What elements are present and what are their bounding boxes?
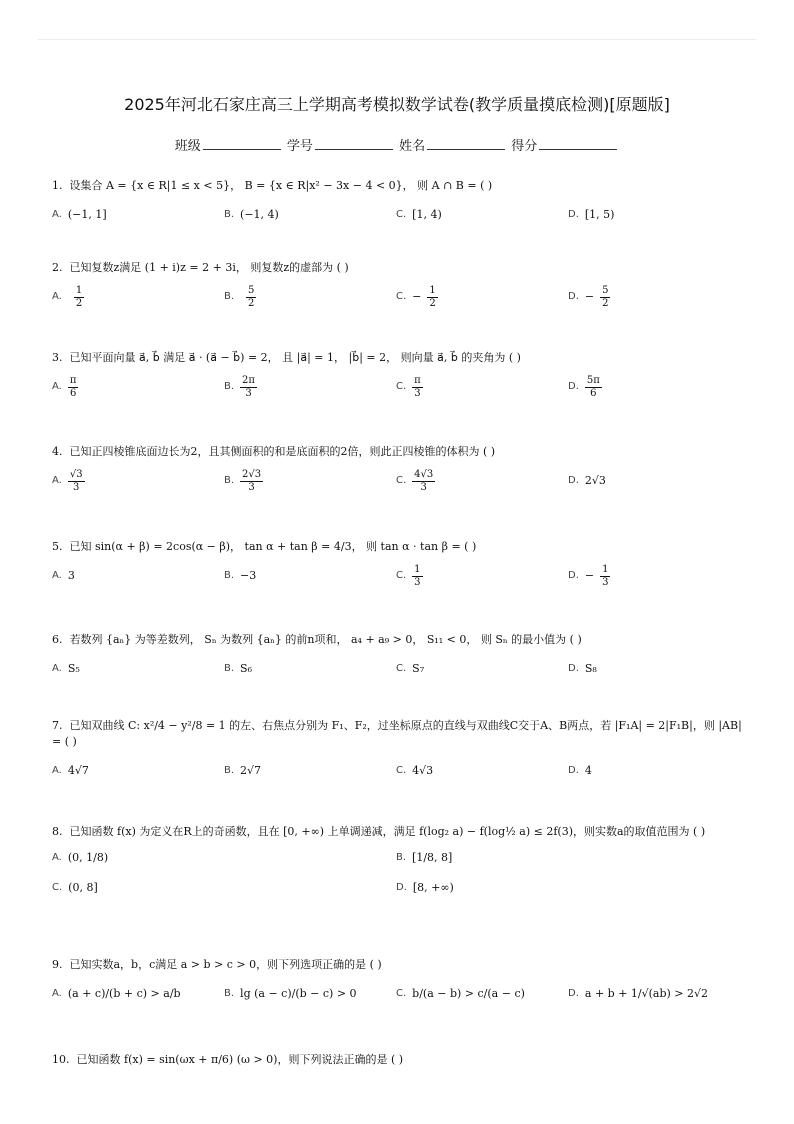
question-7 <box>52 718 754 792</box>
option-d[interactable]: D. 2√3 <box>568 474 606 487</box>
top-divider <box>38 39 756 40</box>
option-d[interactable]: D. $\frac{5\pi}{6}$ <box>568 374 600 399</box>
option-c[interactable]: C. $\frac{4√3}{3}$ <box>396 468 434 493</box>
question-stem: 9. 已知实数a，b，c满足 a > b > c > 0，则下列选项正确的是 ( ) <box>52 958 382 971</box>
options <box>52 198 754 236</box>
field-class-label: 班级 <box>174 139 201 154</box>
option-a[interactable]: A. (0, 1/8) <box>52 851 109 864</box>
fraction: $\frac{1}{2}$ <box>75 284 83 309</box>
question-2 <box>52 260 754 318</box>
question-stem: 5. 已知 sin(α + β) = 2cos(α − β)， tan α + tan β = 4/3， 则 tan α · tan β = ( ) <box>52 540 477 553</box>
option-d[interactable]: D. − $\frac{5}{2}$ <box>568 284 609 309</box>
fraction: $\frac{1}{3}$ <box>602 563 609 588</box>
question-9 <box>52 957 754 1015</box>
fraction: $\frac{2√3}{3}$ <box>242 468 262 493</box>
option-c[interactable]: C. 4√3 <box>396 764 434 777</box>
option-a[interactable]: A. $\frac{\pi}{6}$ <box>52 374 77 399</box>
question-stem: 4. 已知正四棱锥底面边长为2，且其侧面积的和是底面积的2倍，则此正四棱锥的体积为 ( ) <box>52 445 496 458</box>
question-stem: 3. 已知平面向量 a⃗, b⃗ 满足 a⃗ · (a⃗ − b⃗) = 2， 且 |a⃗| = 1， |b⃗| = 2， 则向量 a⃗, b⃗ 的夹角为 ( ) <box>52 351 521 364</box>
option-c[interactable]: C. [1, 4) <box>396 208 442 221</box>
option-a[interactable]: A. $\frac{1}{2}$ <box>52 284 83 309</box>
option-b[interactable]: B. S₆ <box>224 662 252 675</box>
option-b[interactable]: B. −3 <box>224 569 257 582</box>
fraction: $\frac{\pi}{6}$ <box>69 374 77 399</box>
option-a[interactable]: A. 4√7 <box>52 764 89 777</box>
option-d[interactable]: D. [8, +∞) <box>396 881 454 894</box>
question-5 <box>52 539 754 597</box>
question-3 <box>52 350 754 408</box>
options <box>52 280 754 318</box>
fraction: $\frac{1}{3}$ <box>414 563 421 588</box>
field-class-blank[interactable] <box>203 137 281 150</box>
option-c[interactable]: C. (0, 8] <box>52 881 98 894</box>
question-4 <box>52 444 754 502</box>
question-10 <box>52 1052 754 1068</box>
question-8 <box>52 824 754 904</box>
option-a[interactable]: A. 3 <box>52 569 75 582</box>
option-b[interactable]: B. $\frac{5}{2}$ <box>224 284 255 309</box>
question-stem: 6. 若数列 {aₙ} 为等差数列， Sₙ 为数列 {aₙ} 的前n项和， a₄ + a₉ > 0， S₁₁ < 0， 则 Sₙ 的最小值为 ( ) <box>52 633 582 646</box>
options <box>52 652 754 690</box>
option-d[interactable]: D. S₈ <box>568 662 597 675</box>
options <box>52 464 754 502</box>
question-stem: 8. 已知函数 f(x) 为定义在R上的奇函数，且在 [0, +∞) 上单调递减，满足 f(log₂ a) − f(log½ a) ≤ 2f(3)，则实数a的取值范围为 ( ) <box>52 825 706 838</box>
field-name-label: 姓名 <box>399 139 426 154</box>
options <box>52 844 754 904</box>
option-b[interactable]: B. lg (a − c)/(b − c) > 0 <box>224 987 357 1000</box>
options <box>52 370 754 408</box>
student-info-fields <box>0 135 794 154</box>
options <box>52 559 754 597</box>
options <box>52 754 754 792</box>
question-stem: 2. 已知复数z满足 (1 + i)z = 2 + 3i， 则复数z的虚部为 ( ) <box>52 261 349 274</box>
field-id-blank[interactable] <box>315 137 393 150</box>
option-a[interactable]: A. S₅ <box>52 662 80 675</box>
option-b[interactable]: B. (−1, 4) <box>224 208 279 221</box>
option-c[interactable]: C. $\frac{\pi}{3}$ <box>396 374 421 399</box>
option-b[interactable]: B. $\frac{2\pi}{3}$ <box>224 374 255 399</box>
field-score-label: 得分 <box>511 139 538 154</box>
fraction: $\frac{5}{2}$ <box>602 284 609 309</box>
fraction: $\frac{2\pi}{3}$ <box>242 374 255 399</box>
fraction: $\frac{5\pi}{6}$ <box>586 374 600 399</box>
option-b[interactable]: B. 2√7 <box>224 764 262 777</box>
page-title: 2025年河北石家庄高三上学期高考模拟数学试卷(教学质量摸底检测)[原题版] <box>124 95 670 114</box>
fraction: $\frac{5}{2}$ <box>248 284 255 309</box>
question-1 <box>52 178 754 236</box>
option-d[interactable]: D. 4 <box>568 764 592 777</box>
question-stem: 1. 设集合 A = {x ∈ R|1 ≤ x < 5}， B = {x ∈ R|x² − 3x − 4 < 0}， 则 A ∩ B = ( ) <box>52 179 493 192</box>
field-name-blank[interactable] <box>427 137 505 150</box>
options <box>52 977 754 1015</box>
option-a[interactable]: A. (−1, 1] <box>52 208 107 221</box>
option-d[interactable]: D. a + b + 1/√(ab) > 2√2 <box>568 987 709 1000</box>
option-c[interactable]: C. $\frac{1}{3}$ <box>396 563 421 588</box>
question-stem: 10. 已知函数 f(x) = sin(ωx + π/6) (ω > 0)，则下列说法正确的是 ( ) <box>52 1053 404 1066</box>
option-c[interactable]: C. − $\frac{1}{2}$ <box>396 284 436 309</box>
question-6 <box>52 632 754 690</box>
fraction: $\frac{1}{2}$ <box>429 284 436 309</box>
field-id-label: 学号 <box>286 139 313 154</box>
option-d[interactable]: D. [1, 5) <box>568 208 615 221</box>
option-c[interactable]: C. b/(a − b) > c/(a − c) <box>396 987 525 1000</box>
option-b[interactable]: B. $\frac{2√3}{3}$ <box>224 468 262 493</box>
fraction: $\frac{\pi}{3}$ <box>414 374 421 399</box>
fraction: $\frac{√3}{3}$ <box>69 468 83 493</box>
fraction: $\frac{4√3}{3}$ <box>414 468 434 493</box>
option-d[interactable]: D. − $\frac{1}{3}$ <box>568 563 609 588</box>
option-c[interactable]: C. S₇ <box>396 662 425 675</box>
question-stem: 7. 已知双曲线 C: x²/4 − y²/8 = 1 的左、右焦点分别为 F₁、F₂，过坐标原点的直线与双曲线C交于A、B两点，若 |F₁A| = 2|F₁B|，则 |AB| = ( ) <box>52 719 742 748</box>
option-a[interactable]: A. (a + c)/(b + c) > a/b <box>52 987 181 1000</box>
option-b[interactable]: B. [1/8, 8] <box>396 851 453 864</box>
field-score-blank[interactable] <box>539 137 617 150</box>
option-a[interactable]: A. $\frac{√3}{3}$ <box>52 468 83 493</box>
